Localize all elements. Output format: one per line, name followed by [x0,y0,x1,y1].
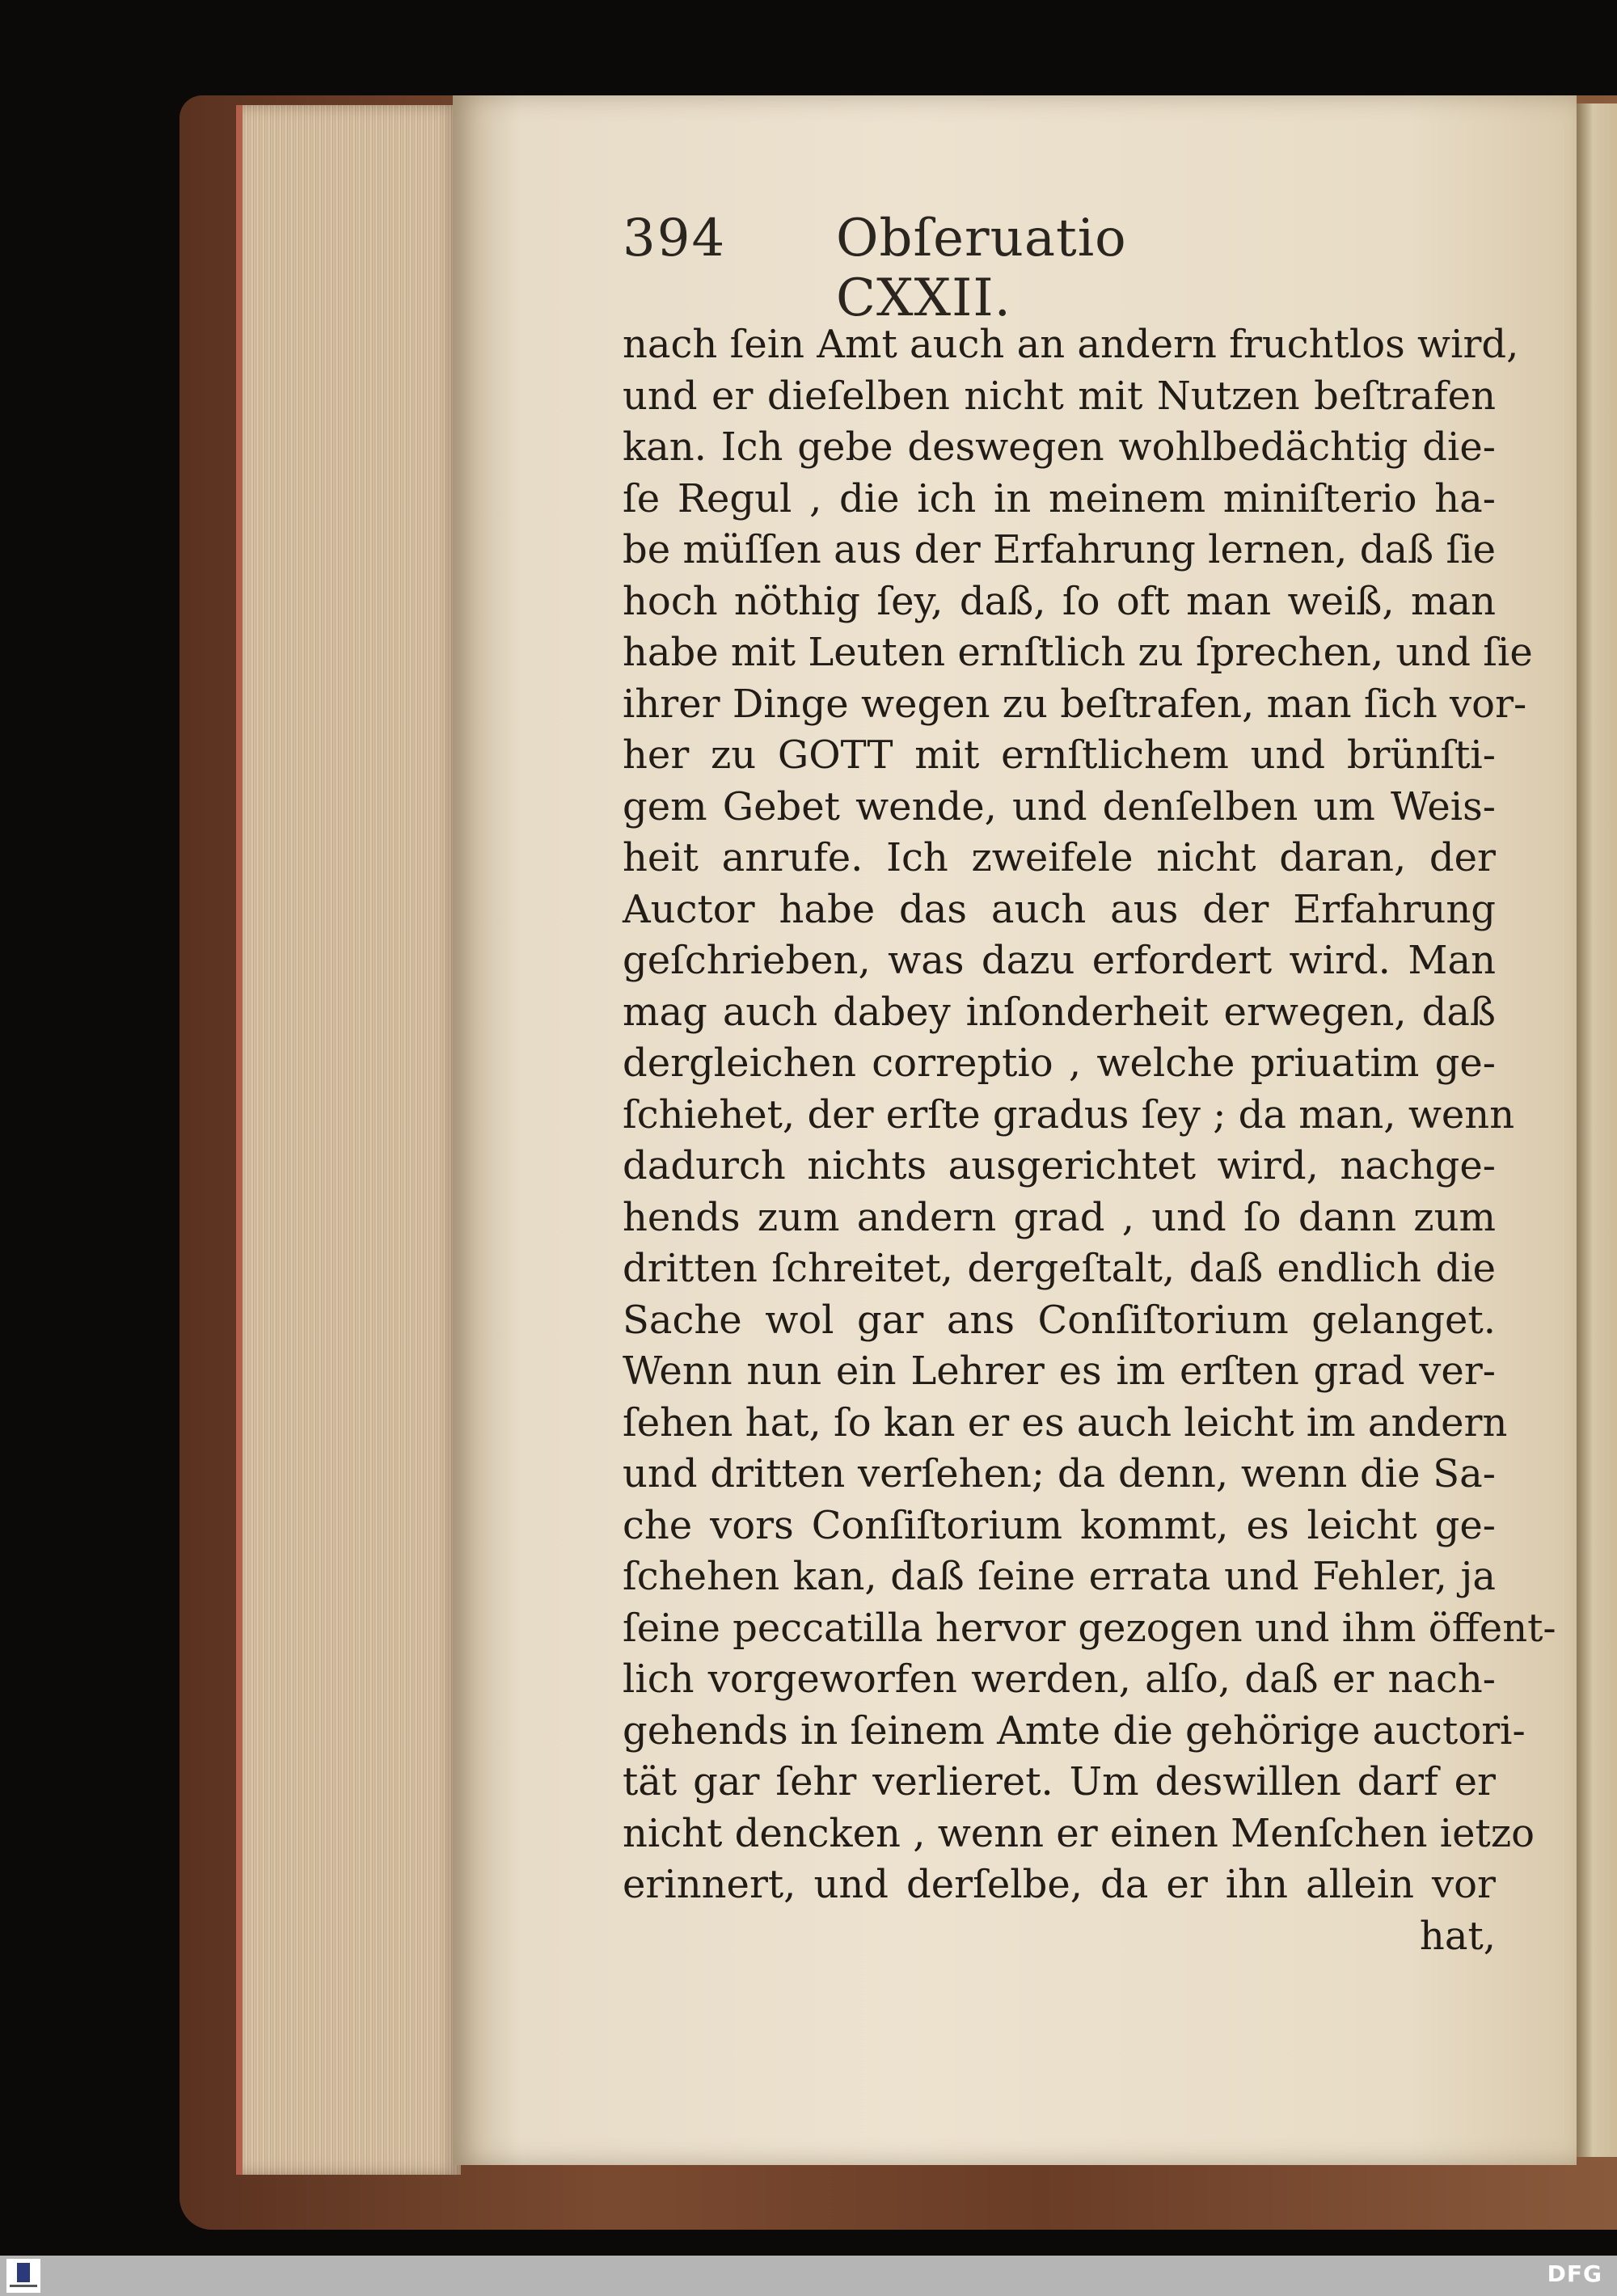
library-logo-icon [6,2259,40,2293]
text-line: ſchiehet, der erſte gradus ſey ; da man, wenn [623,1091,1515,1137]
catchword: hat, [1419,1913,1496,1959]
text-line: dritten ſchreitet, dergeſtalt, daß endlich die [623,1246,1496,1291]
text-line: dadurch nichts ausgerichtet wird, nachge- [623,1143,1496,1188]
text-line: ſe Regul , die ich in meinem miniſterio ha- [623,475,1496,521]
dfg-logo: DFG [1547,2260,1602,2287]
text-line: gem Gebet wende, und denſelben um Weis- [623,783,1496,829]
text-line: mag auch dabey inſonderheit erwegen, daß [623,989,1496,1035]
page-number: 394 [623,209,727,268]
text-line: geſchrieben, was dazu erfordert wird. Man [623,938,1496,983]
viewer-footer-bar [0,2256,1617,2296]
page-edges [236,105,461,2175]
text-line: nicht dencken , wenn er einen Menſchen ietzo [623,1810,1535,1856]
text-line: Sache wol gar ans Conſiſtorium gelanget. [623,1297,1496,1343]
text-line: Auctor habe das auch aus der Erfahrung [623,886,1496,932]
text-line: ihrer Dinge wegen zu beſtrafen, man ſich vor- [623,681,1527,727]
text-line: ſeine peccatilla hervor gezogen und ihm öffent- [623,1605,1556,1651]
facing-page-edge [1577,103,1617,2157]
text-line: tät gar ſehr verlieret. Um deswillen darf er [623,1759,1496,1804]
page-header [623,209,1310,328]
text-line: che vors Conſiſtorium kommt, es leicht ge- [623,1502,1496,1548]
text-line: und dritten verſehen; da denn, wenn die Sa- [623,1451,1496,1496]
text-line: dergleichen correptio , welche priuatim ge- [623,1040,1496,1086]
running-title: Obſeruatio CXXII. [836,209,1127,328]
text-line: Wenn nun ein Lehrer es im erſten grad ver- [623,1348,1496,1394]
text-line: nach ſein Amt auch an andern fruchtlos wird, [623,322,1519,367]
text-line: ſchehen kan, daß ſeine errata und Fehler, ja [623,1554,1496,1599]
text-line: hoch nöthig ſey, daß, ſo oft man weiß, man [623,578,1496,624]
text-line: hends zum andern grad , und ſo dann zum [623,1194,1496,1240]
text-line: und er dieſelben nicht mit Nutzen beſtrafen [623,373,1496,419]
text-line: be müſſen aus der Erfahrung lernen, daß ſie [623,527,1496,572]
text-line: gehends in ſeinem Amte die gehörige auctori- [623,1707,1526,1754]
text-line: kan. Ich gebe deswegen wohlbedächtig die- [623,424,1496,470]
text-line: lich vorgeworfen werden, alſo, daß er nach- [623,1657,1496,1702]
text-line: habe mit Leuten ernſtlich zu ſprechen, und ſie [623,630,1533,675]
text-line: erinnert, und derſelbe, da er ihn allein vor [623,1862,1496,1907]
text-line: heit anrufe. Ich zweifele nicht daran, der [623,835,1496,880]
text-line: her zu GOTT mit ernſtlichem und brünſti- [623,732,1496,778]
text-line: ſehen hat, ſo kan er es auch leicht im andern [623,1399,1508,1446]
body-text [623,319,1556,1962]
